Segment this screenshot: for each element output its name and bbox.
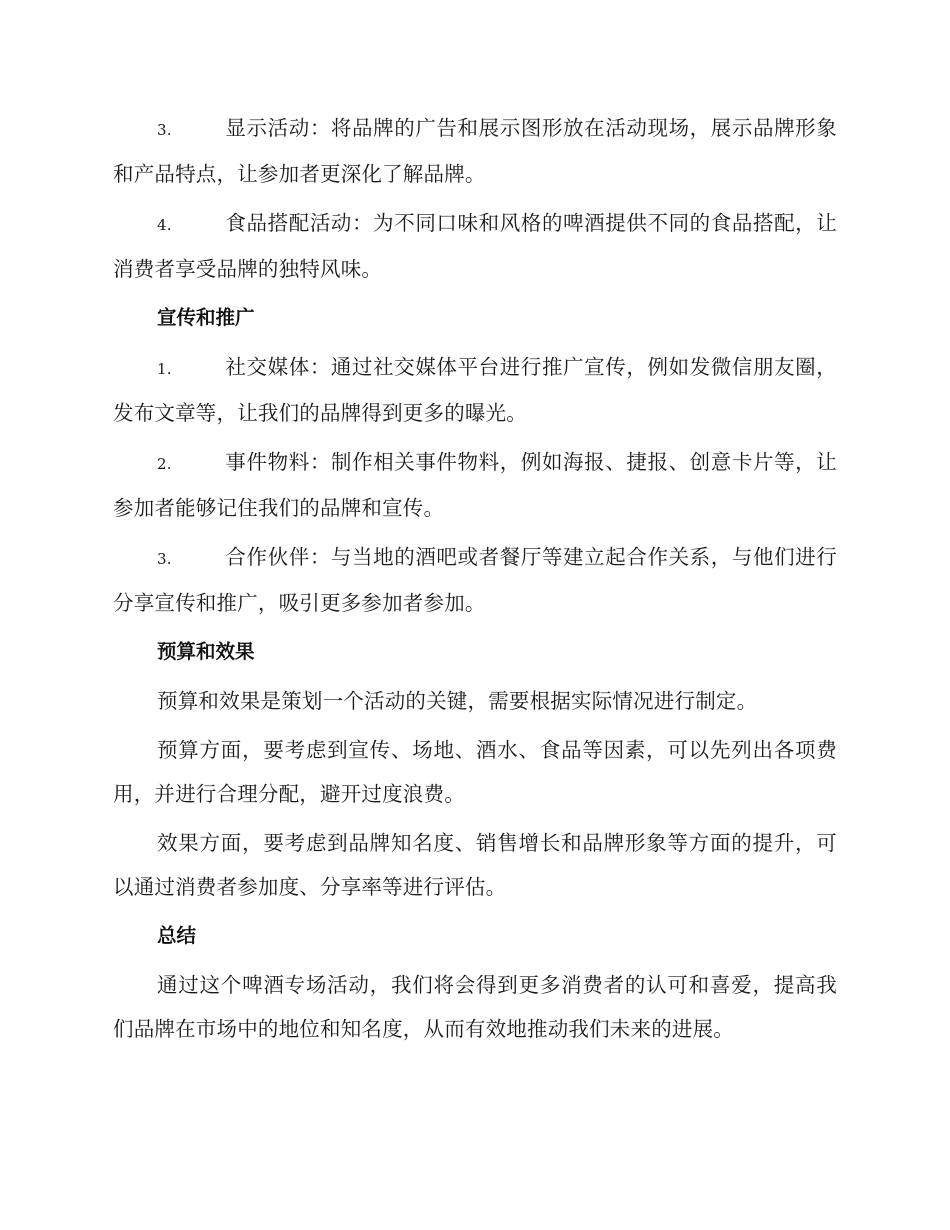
list-text: 事件物料：制作相关事件物料，例如海报、捷报、创意卡片等，让参加者能够记住我们的品牌和宣传。: [113, 450, 837, 520]
paragraph: 效果方面，要考虑到品牌知名度、销售增长和品牌形象等方面的提升，可以通过消费者参加度、分享率等进行评估。: [113, 831, 837, 899]
paragraph: 预算和效果是策划一个活动的关键，需要根据实际情况进行制定。: [157, 689, 758, 713]
paragraph: 预算方面，要考虑到宣传、场地、酒水、食品等因素，可以先列出各项费用，并进行合理分配，避开过度浪费。: [113, 738, 837, 806]
section-heading-summary: 总结: [157, 924, 197, 947]
section-heading-budget: 预算和效果: [157, 640, 255, 663]
list-number: 1.: [157, 360, 172, 378]
list-text: 显示活动：将品牌的广告和展示图形放在活动现场，展示品牌形象和产品特点，让参加者更深化了解品牌。: [113, 116, 837, 186]
list-item: [113, 535, 837, 625]
list-text: 食品搭配活动：为不同口味和风格的啤酒提供不同的食品搭配，让消费者享受品牌的独特风味。: [113, 211, 837, 281]
document-body: [113, 106, 837, 1056]
list-item: [113, 345, 837, 435]
list-number: 4.: [157, 216, 172, 234]
list-item: [113, 201, 837, 291]
list-text: 社交媒体：通过社交媒体平台进行推广宣传，例如发微信朋友圈，发布文章等，让我们的品牌得到更多的曝光。: [113, 355, 837, 425]
list-item: [113, 106, 837, 196]
list-item: [113, 440, 837, 530]
list-number: 3.: [157, 121, 172, 139]
list-number: 2.: [157, 455, 172, 473]
list-number: 3.: [157, 550, 172, 568]
paragraph: 通过这个啤酒专场活动，我们将会得到更多消费者的认可和喜爱，提高我们品牌在市场中的地位和知名度，从而有效地推动我们未来的进展。: [113, 973, 837, 1041]
list-text: 合作伙伴：与当地的酒吧或者餐厅等建立起合作关系，与他们进行分享宣传和推广，吸引更多参加者参加。: [113, 545, 837, 615]
section-heading-promotion: 宣传和推广: [157, 306, 255, 329]
